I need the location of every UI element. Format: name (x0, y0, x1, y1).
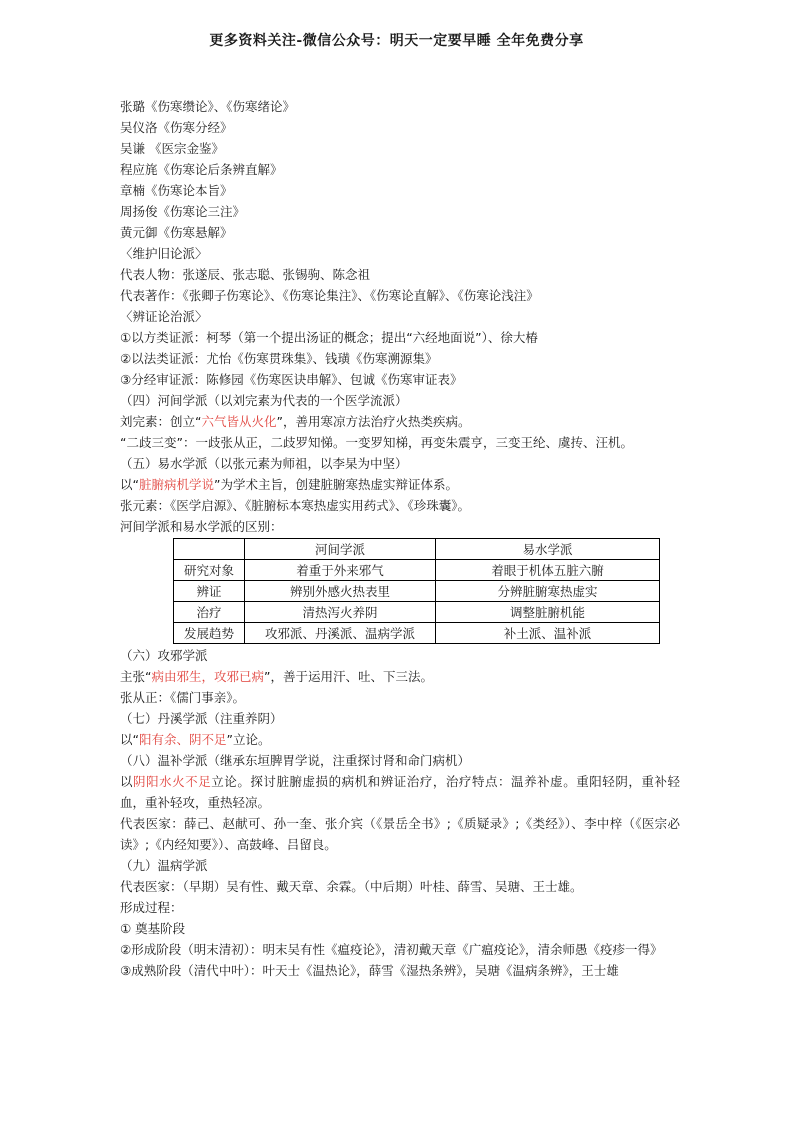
table-cell: 着重于外来邪气 (245, 560, 436, 581)
text-segment: 刘完素：创立“ (120, 414, 202, 429)
text-segment: ”，善于运用汗、吐、下三法。 (264, 669, 433, 684)
table-cell: 辨别外感火热表里 (245, 581, 436, 602)
text-line: 张璐《伤寒缵论》、《伤寒绪论》 (120, 99, 296, 114)
table-header-cell (174, 539, 245, 560)
table-row (174, 602, 660, 623)
section-heading: （九）温病学派 (120, 858, 208, 873)
highlighted-text: 脏腑病机学说 (138, 477, 214, 492)
text-segment: 以“ (120, 477, 139, 492)
text-line: 周扬俊《伤寒论三注》 (120, 204, 246, 219)
text-line: 代表人物：张遂辰、张志聪、张锡驹、陈念祖 (120, 267, 371, 282)
text-segment: 以 (120, 774, 134, 789)
wenbu-paragraph (120, 771, 680, 813)
stage2-paragraph: ②形成阶段（明末清初）：明末吴有性《瘟疫论》，清初戴天章《广瘟疫论》，清余师愚《疫疹一得》 (120, 942, 663, 957)
section-heading: 〈辨证论治派〉 (120, 309, 208, 324)
table-header-cell: 河间学派 (245, 539, 436, 560)
text-line: 张元素：《医学启源》、《脏腑标本寒热虚实用药式》、《珍珠囊》。 (120, 498, 471, 513)
text-line: 黄元御《伤寒悬解》 (120, 225, 233, 240)
text-line: 代表医家：（早期）吴有性、戴天章、余霖。（中后期）叶桂、薛雪、吴瑭、王士雄。 (120, 879, 583, 894)
wenbu-doctors-paragraph: 代表医家：薛己、赵献可、孙一奎、张介宾（《景岳全书》;《质疑录》;《类经》）、李中梓（《医宗必读》;《内经知要》）、高鼓峰、吕留良。 (120, 816, 680, 852)
section-heading: （七）丹溪学派（注重养阴） (120, 711, 283, 726)
text-line: 代表著作：《张卿子伤寒论》、《伤寒论集注》、《伤寒论直解》、《伤寒论浅注》 (120, 288, 539, 303)
gongxie-line (120, 666, 680, 687)
text-segment: ”，善用寒凉方法治疗火热类疾病。 (276, 414, 471, 429)
table-cell: 分辨脏腑寒热虚实 (436, 581, 660, 602)
text-line: 吴谦 《医宗金鉴》 (120, 141, 224, 156)
table-cell: 调整脏腑机能 (436, 602, 660, 623)
text-line: 形成过程： (120, 900, 183, 915)
table-cell: 发展趋势 (174, 623, 245, 644)
highlighted-text: 六气皆从火化 (201, 414, 277, 429)
table-caption: 河间学派和易水学派的区别： (120, 519, 283, 534)
section-heading: （五）易水学派（以张元素为师祖，以李杲为中坚） (120, 456, 408, 471)
text-line: ②以法类证派：尤怡《伤寒贯珠集》、钱璜《伤寒溯源集》 (120, 351, 438, 366)
text-line: ①以方类证派：柯琴（第一个提出汤证的概念；提出“六经地面说”）、徐大椿 (120, 330, 538, 345)
text-line: 张从正：《儒门事亲》。 (120, 690, 246, 705)
section-heading: （八）温补学派（继承东垣脾胃学说，注重探讨肾和命门病机） (120, 753, 471, 768)
text-line: 程应旄《伤寒论后条辨直解》 (120, 162, 283, 177)
table-cell: 清热泻火养阴 (245, 602, 436, 623)
highlighted-text: 病由邪生，攻邪已病 (151, 669, 264, 684)
table-cell: 研究对象 (174, 560, 245, 581)
text-segment: ”立论。 (226, 732, 271, 747)
comparison-table (173, 538, 660, 644)
highlighted-text: 阳有余、阴不足 (138, 732, 227, 747)
table-cell: 着眼于机体五脏六腑 (436, 560, 660, 581)
erqi-sanbian-paragraph: “二歧三变”：一歧张从正，二歧罗知悌。一变罗知梯，再变朱震亨，三变王纶、虞抟、汪机。 (120, 435, 633, 450)
text-line: 吴仪洛《伤寒分经》 (120, 120, 233, 135)
highlighted-text: 阴阳水火不足 (133, 774, 212, 789)
text-segment: ”为学术主旨，创建脏腑寒热虚实辩证体系。 (214, 477, 458, 492)
table-cell: 攻邪派、丹溪派、温病学派 (245, 623, 436, 644)
section-heading: （四）河间学派（以刘完素为代表的一个医学流派） (120, 393, 408, 408)
section-heading: （六）攻邪学派 (120, 648, 208, 663)
page-header: 更多资料关注-微信公众号：明天一定要早睡 全年免费分享 (209, 33, 584, 49)
section-heading: 〈维护旧论派〉 (120, 246, 208, 261)
text-line: 章楠《伤寒论本旨》 (120, 183, 233, 198)
table-row (174, 560, 660, 581)
liu-wansu-line (120, 411, 680, 432)
text-segment: 主张“ (120, 669, 152, 684)
text-segment: 以“ (120, 732, 139, 747)
danxi-line (120, 729, 680, 750)
yishui-line (120, 474, 680, 495)
stage3-paragraph: ③成熟阶段（清代中叶）：叶天士《温热论》，薛雪《湿热条辨》，吴瑭《温病条辨》，王士雄 (120, 963, 619, 978)
document-body (120, 96, 680, 981)
text-line: ③分经审证派：陈修园《伤寒医诀串解》、包诚《伤寒审证表》 (120, 372, 463, 387)
table-header-cell: 易水学派 (436, 539, 660, 560)
table-cell: 治疗 (174, 602, 245, 623)
text-line: ① 奠基阶段 (120, 921, 186, 936)
table-row (174, 623, 660, 644)
table-cell: 补土派、温补派 (436, 623, 660, 644)
text-segment: 立论。探讨脏腑虚损的病机和辨证治疗，治疗特点：温养补虚。重阳轻阴，重补轻血，重补轻攻，重热轻凉。 (120, 774, 680, 810)
table-row (174, 581, 660, 602)
table-header-row (174, 539, 660, 560)
table-cell: 辨证 (174, 581, 245, 602)
